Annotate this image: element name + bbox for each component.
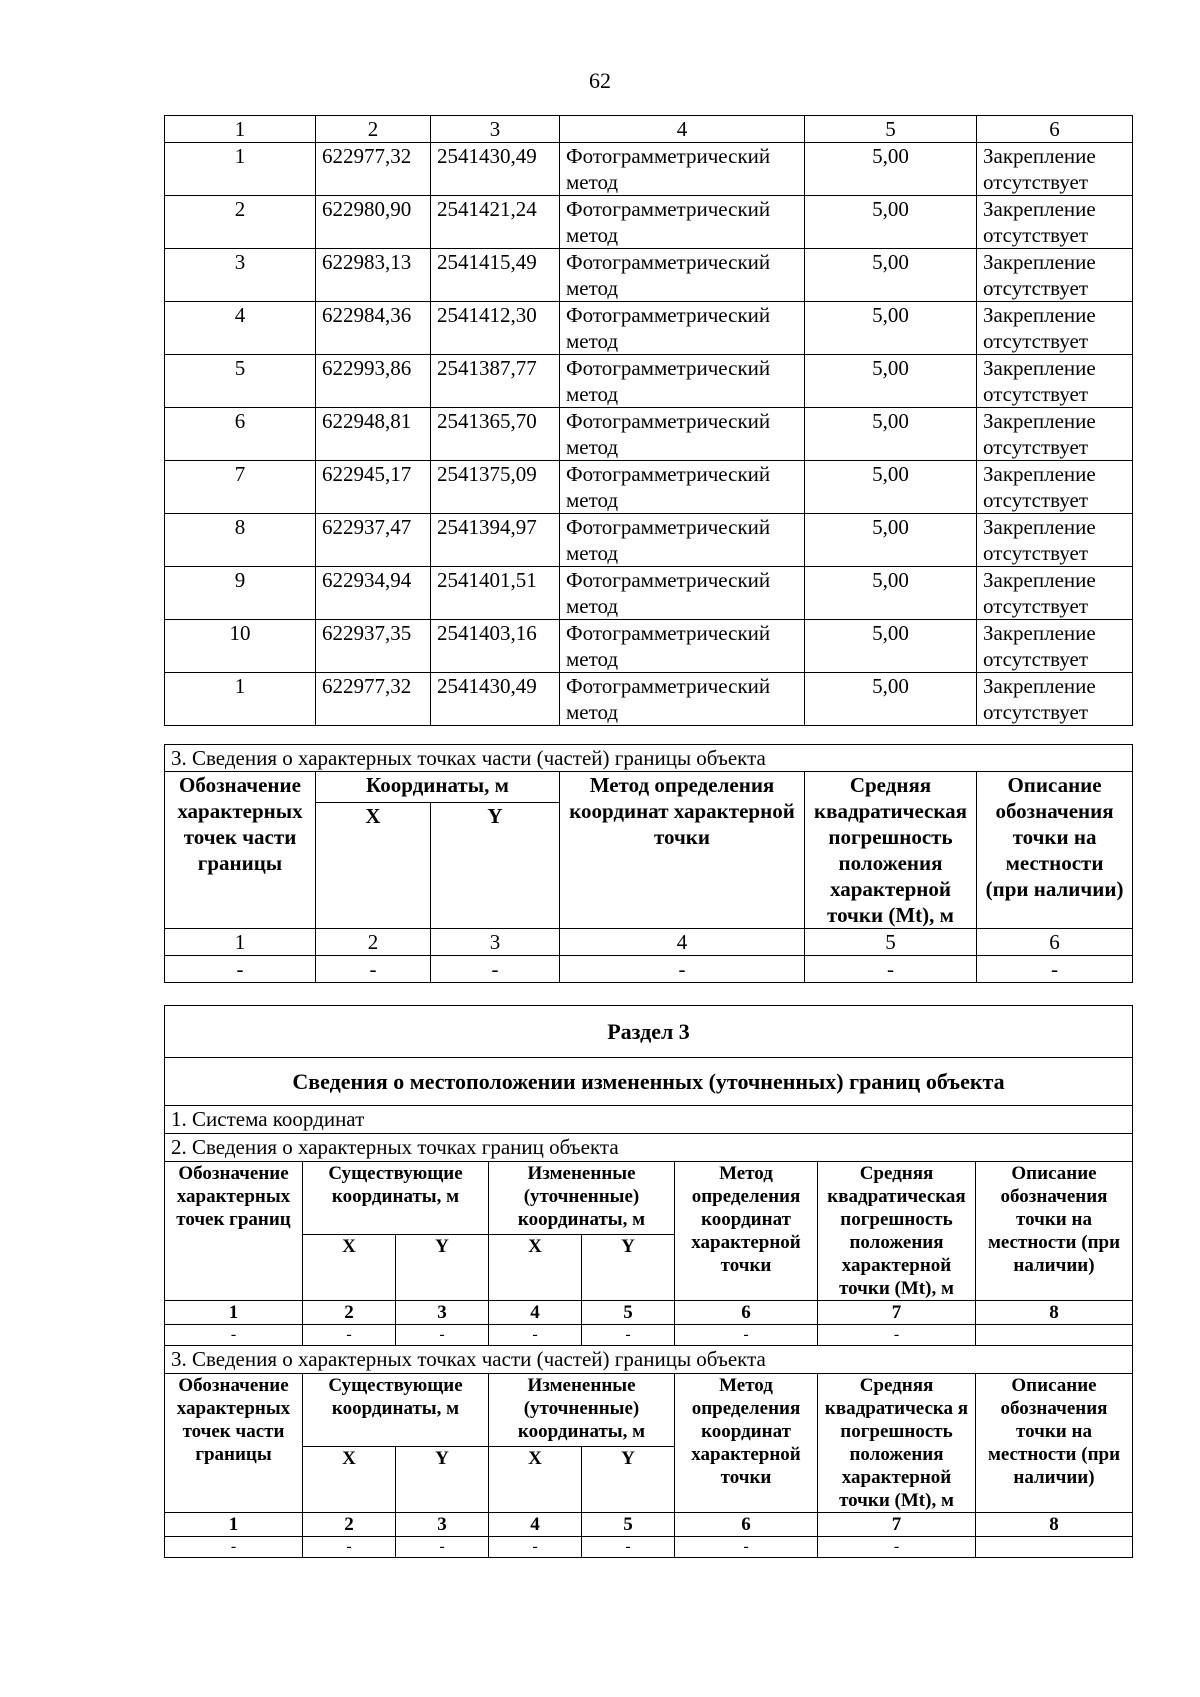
dash-cell: - bbox=[165, 1537, 303, 1558]
dash-cell: - bbox=[582, 1537, 675, 1558]
y-coordinate-cell: 2541403,16 bbox=[431, 620, 560, 673]
col-x: X bbox=[303, 1447, 396, 1513]
table-row bbox=[165, 567, 1133, 620]
dash-cell: - bbox=[316, 956, 431, 983]
x-coordinate-cell: 622980,90 bbox=[316, 196, 431, 249]
col-desc: Описание обозначения точки на местности (при наличии) bbox=[976, 1162, 1133, 1301]
point-number-cell: 8 bbox=[165, 514, 316, 567]
col-method: Метод определения координат характерной точки bbox=[560, 772, 805, 929]
col-error: Средняя квадратическа я погрешность положения характерной точки (Mt), м bbox=[818, 1374, 976, 1513]
y-coordinate-cell: 2541394,97 bbox=[431, 514, 560, 567]
y-coordinate-cell: 2541421,24 bbox=[431, 196, 560, 249]
point-number-cell: 1 bbox=[165, 673, 316, 726]
x-coordinate-cell: 622984,36 bbox=[316, 302, 431, 355]
part-points-table bbox=[164, 744, 1133, 983]
error-cell: 5,00 bbox=[805, 302, 977, 355]
col-y: Y bbox=[582, 1235, 675, 1301]
num-cell: 3 bbox=[396, 1513, 489, 1537]
num-cell: 3 bbox=[431, 929, 560, 956]
description-cell: Закрепление отсутствует bbox=[977, 143, 1133, 196]
col-designation: Обозначение характерных точек границ bbox=[165, 1162, 303, 1301]
header-cell: 3 bbox=[431, 116, 560, 143]
table-row bbox=[165, 143, 1133, 196]
dash-cell: - bbox=[303, 1537, 396, 1558]
description-cell: Закрепление отсутствует bbox=[977, 196, 1133, 249]
header-cell: 5 bbox=[805, 116, 977, 143]
error-cell: 5,00 bbox=[805, 514, 977, 567]
y-coordinate-cell: 2541387,77 bbox=[431, 355, 560, 408]
error-cell: 5,00 bbox=[805, 249, 977, 302]
description-cell: Закрепление отсутствует bbox=[977, 514, 1133, 567]
method-cell: Фотограмметрический метод bbox=[560, 567, 805, 620]
coordinates-table-body bbox=[165, 143, 1133, 726]
col-y: Y bbox=[582, 1447, 675, 1513]
header-cell: 2 bbox=[316, 116, 431, 143]
point-number-cell: 1 bbox=[165, 143, 316, 196]
x-coordinate-cell: 622937,35 bbox=[316, 620, 431, 673]
x-coordinate-cell: 622948,81 bbox=[316, 408, 431, 461]
x-coordinate-cell: 622945,17 bbox=[316, 461, 431, 514]
description-cell: Закрепление отсутствует bbox=[977, 249, 1133, 302]
method-cell: Фотограмметрический метод bbox=[560, 673, 805, 726]
point-number-cell: 4 bbox=[165, 302, 316, 355]
num-cell: 6 bbox=[977, 929, 1133, 956]
y-coordinate-cell: 2541430,49 bbox=[431, 673, 560, 726]
table-row bbox=[165, 196, 1133, 249]
dash-cell: - bbox=[818, 1537, 976, 1558]
point-number-cell: 7 bbox=[165, 461, 316, 514]
dash-cell: - bbox=[977, 956, 1133, 983]
dash-cell: - bbox=[560, 956, 805, 983]
col-x: X bbox=[489, 1447, 582, 1513]
col-y: Y bbox=[396, 1447, 489, 1513]
error-cell: 5,00 bbox=[805, 620, 977, 673]
description-cell: Закрепление отсутствует bbox=[977, 461, 1133, 514]
num-cell: 6 bbox=[675, 1513, 818, 1537]
error-cell: 5,00 bbox=[805, 355, 977, 408]
description-cell: Закрепление отсутствует bbox=[977, 673, 1133, 726]
dash-cell: - bbox=[675, 1325, 818, 1346]
dash-cell: - bbox=[489, 1537, 582, 1558]
col-x: X bbox=[316, 803, 431, 929]
x-coordinate-cell: 622983,13 bbox=[316, 249, 431, 302]
num-cell: 1 bbox=[165, 1513, 303, 1537]
description-cell: Закрепление отсутствует bbox=[977, 355, 1133, 408]
num-cell: 4 bbox=[560, 929, 805, 956]
col-y: Y bbox=[396, 1235, 489, 1301]
dash-cell: - bbox=[818, 1325, 976, 1346]
method-cell: Фотограмметрический метод bbox=[560, 249, 805, 302]
method-cell: Фотограмметрический метод bbox=[560, 408, 805, 461]
x-coordinate-cell: 622977,32 bbox=[316, 673, 431, 726]
y-coordinate-cell: 2541430,49 bbox=[431, 143, 560, 196]
num-cell: 6 bbox=[675, 1301, 818, 1325]
error-cell: 5,00 bbox=[805, 567, 977, 620]
col-designation: Обозначение характерных точек части границы bbox=[165, 772, 316, 929]
error-cell: 5,00 bbox=[805, 461, 977, 514]
error-cell: 5,00 bbox=[805, 673, 977, 726]
col-desc: Описание обозначения точки на местности (при наличии) bbox=[977, 772, 1133, 929]
table-row bbox=[165, 408, 1133, 461]
dash-cell bbox=[976, 1537, 1133, 1558]
header-cell: 1 bbox=[165, 116, 316, 143]
num-cell: 5 bbox=[582, 1301, 675, 1325]
col-method: Метод определения координат характерной точки bbox=[675, 1162, 818, 1301]
dash-cell: - bbox=[165, 956, 316, 983]
num-cell: 7 bbox=[818, 1301, 976, 1325]
num-cell: 5 bbox=[805, 929, 977, 956]
col-method: Метод определения координат характерной точки bbox=[675, 1374, 818, 1513]
col-error: Средняя квадратическая погрешность положения характерной точки (Mt), м bbox=[805, 772, 977, 929]
point-number-cell: 9 bbox=[165, 567, 316, 620]
page-number: 62 bbox=[589, 68, 611, 93]
dash-cell: - bbox=[165, 1325, 303, 1346]
num-cell: 1 bbox=[165, 929, 316, 956]
col-coords: Координаты, м bbox=[316, 772, 560, 803]
table-row bbox=[165, 514, 1133, 567]
num-cell: 4 bbox=[489, 1301, 582, 1325]
table-row bbox=[165, 461, 1133, 514]
description-cell: Закрепление отсутствует bbox=[977, 567, 1133, 620]
table-row bbox=[165, 302, 1133, 355]
coordinates-table bbox=[164, 115, 1133, 726]
x-coordinate-cell: 622993,86 bbox=[316, 355, 431, 408]
dash-cell: - bbox=[582, 1325, 675, 1346]
num-cell: 2 bbox=[303, 1513, 396, 1537]
method-cell: Фотограмметрический метод bbox=[560, 302, 805, 355]
table-row bbox=[165, 355, 1133, 408]
dash-cell: - bbox=[431, 956, 560, 983]
part-points-title: 3. Сведения о характерных точках части (частей) границы объекта bbox=[165, 745, 1133, 772]
x-coordinate-cell: 622977,32 bbox=[316, 143, 431, 196]
col-y: Y bbox=[431, 803, 560, 929]
x-coordinate-cell: 622937,47 bbox=[316, 514, 431, 567]
description-cell: Закрепление отсутствует bbox=[977, 302, 1133, 355]
method-cell: Фотограмметрический метод bbox=[560, 355, 805, 408]
section-subtitle: Сведения о местоположении измененных (уточненных) границ объекта bbox=[165, 1058, 1133, 1106]
dash-cell: - bbox=[396, 1325, 489, 1346]
part-points-title: 3. Сведения о характерных точках части (частей) границы объекта bbox=[165, 1346, 1133, 1374]
table-header-row bbox=[165, 116, 1133, 143]
section-3-table bbox=[164, 1005, 1133, 1558]
method-cell: Фотограмметрический метод bbox=[560, 514, 805, 567]
point-number-cell: 10 bbox=[165, 620, 316, 673]
method-cell: Фотограмметрический метод bbox=[560, 461, 805, 514]
num-cell: 7 bbox=[818, 1513, 976, 1537]
num-cell: 3 bbox=[396, 1301, 489, 1325]
error-cell: 5,00 bbox=[805, 408, 977, 461]
y-coordinate-cell: 2541412,30 bbox=[431, 302, 560, 355]
num-cell: 1 bbox=[165, 1301, 303, 1325]
error-cell: 5,00 bbox=[805, 143, 977, 196]
table-row bbox=[165, 673, 1133, 726]
num-cell: 2 bbox=[316, 929, 431, 956]
method-cell: Фотограмметрический метод bbox=[560, 620, 805, 673]
dash-cell: - bbox=[303, 1325, 396, 1346]
point-number-cell: 3 bbox=[165, 249, 316, 302]
col-x: X bbox=[489, 1235, 582, 1301]
dash-cell: - bbox=[396, 1537, 489, 1558]
dash-cell: - bbox=[805, 956, 977, 983]
method-cell: Фотограмметрический метод bbox=[560, 196, 805, 249]
point-number-cell: 5 bbox=[165, 355, 316, 408]
col-changed-coords: Измененные (уточненные) координаты, м bbox=[489, 1374, 675, 1447]
col-designation: Обозначение характерных точек части границы bbox=[165, 1374, 303, 1513]
dash-cell: - bbox=[489, 1325, 582, 1346]
col-x: X bbox=[303, 1235, 396, 1301]
num-cell: 5 bbox=[582, 1513, 675, 1537]
table-row bbox=[165, 249, 1133, 302]
num-cell: 2 bbox=[303, 1301, 396, 1325]
y-coordinate-cell: 2541375,09 bbox=[431, 461, 560, 514]
y-coordinate-cell: 2541365,70 bbox=[431, 408, 560, 461]
description-cell: Закрепление отсутствует bbox=[977, 620, 1133, 673]
y-coordinate-cell: 2541415,49 bbox=[431, 249, 560, 302]
method-cell: Фотограмметрический метод bbox=[560, 143, 805, 196]
header-cell: 6 bbox=[977, 116, 1133, 143]
col-changed-coords: Измененные (уточненные) координаты, м bbox=[489, 1162, 675, 1235]
y-coordinate-cell: 2541401,51 bbox=[431, 567, 560, 620]
point-number-cell: 6 bbox=[165, 408, 316, 461]
boundary-points-title: 2. Сведения о характерных точках границ объекта bbox=[165, 1134, 1133, 1162]
point-number-cell: 2 bbox=[165, 196, 316, 249]
num-cell: 8 bbox=[976, 1301, 1133, 1325]
col-desc: Описание обозначения точки на местности (при наличии) bbox=[976, 1374, 1133, 1513]
coordinate-system-label: 1. Система координат bbox=[165, 1106, 1133, 1134]
col-existing-coords: Существующие координаты, м bbox=[303, 1162, 489, 1235]
description-cell: Закрепление отсутствует bbox=[977, 408, 1133, 461]
error-cell: 5,00 bbox=[805, 196, 977, 249]
section-title: Раздел 3 bbox=[165, 1006, 1133, 1058]
num-cell: 4 bbox=[489, 1513, 582, 1537]
dash-cell: - bbox=[675, 1537, 818, 1558]
col-existing-coords: Существующие координаты, м bbox=[303, 1374, 489, 1447]
header-cell: 4 bbox=[560, 116, 805, 143]
table-row bbox=[165, 620, 1133, 673]
dash-cell bbox=[976, 1325, 1133, 1346]
num-cell: 8 bbox=[976, 1513, 1133, 1537]
x-coordinate-cell: 622934,94 bbox=[316, 567, 431, 620]
col-error: Средняя квадратическая погрешность положения характерной точки (Mt), м bbox=[818, 1162, 976, 1301]
